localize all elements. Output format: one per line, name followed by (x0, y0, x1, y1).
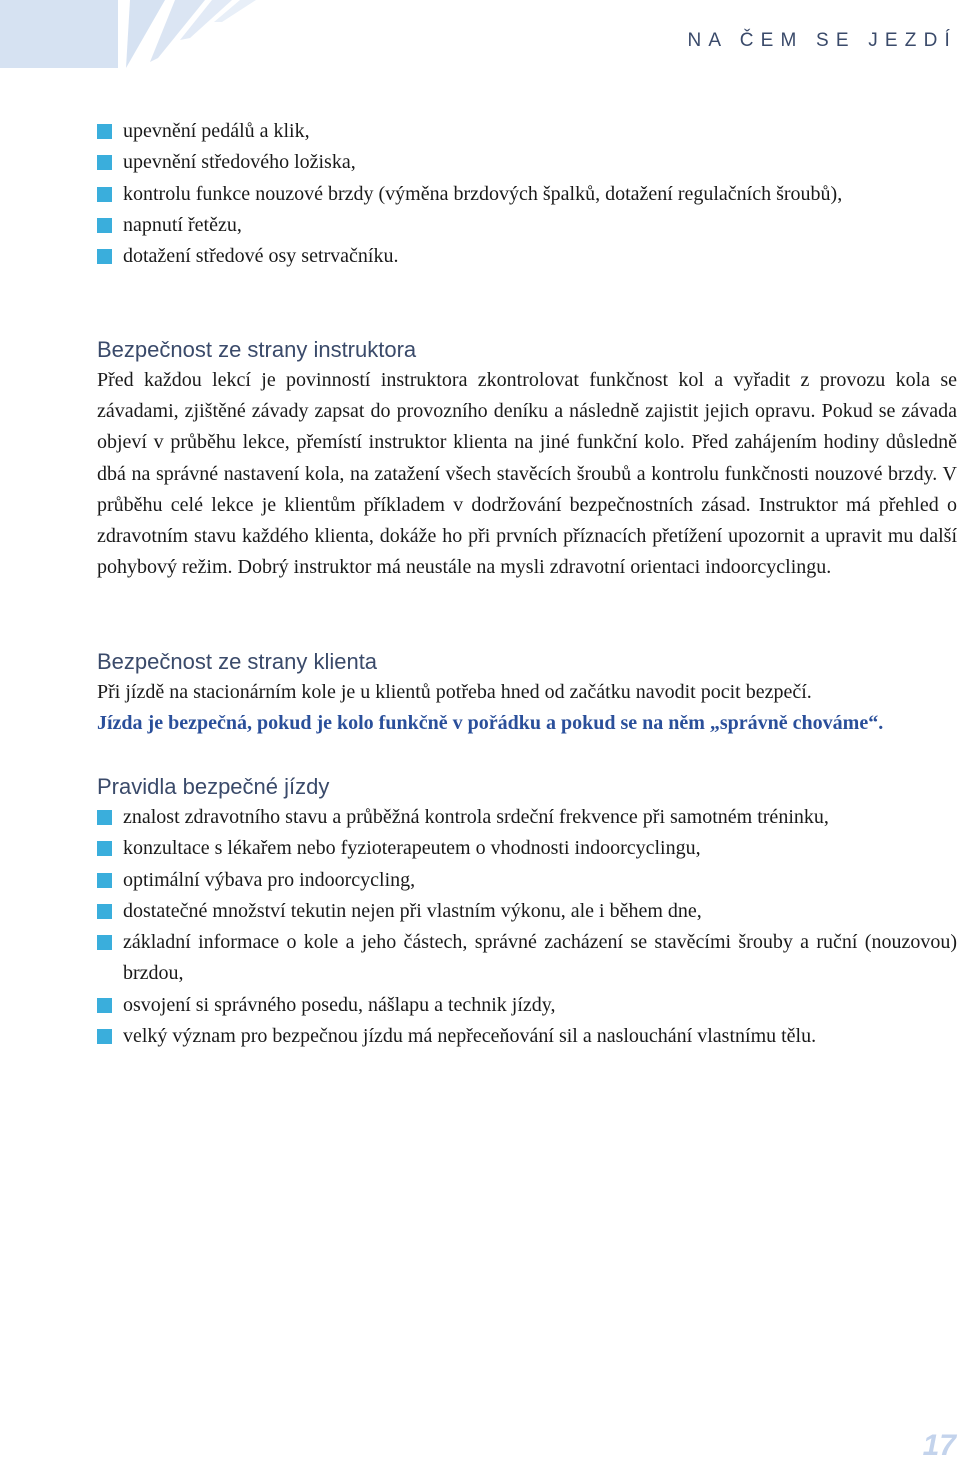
square-bullet-icon (97, 904, 112, 919)
list-item: dotažení středové osy setrvačníku. (97, 241, 957, 272)
section-heading: Bezpečnost ze strany klienta (97, 649, 378, 674)
emphasis-statement: Jízda je bezpečná, pokud je kolo funkčně v pořádku a pokud se na něm „správně chováme“. (97, 712, 884, 735)
list-item: upevnění pedálů a klik, (97, 116, 957, 147)
list-item: napnutí řetězu, (97, 210, 957, 241)
section-rules (97, 772, 957, 1052)
list-item: základní informace o kole a jeho částech, správné zacházení se stavěcími šrouby a ruční (nouzovou) brzdou, (97, 927, 957, 990)
rules-list (97, 802, 957, 1052)
list-item: kontrolu funkce nouzové brzdy (výměna brzdových špalků, dotažení regulačních šroubů), (97, 179, 957, 210)
corner-stripes-decoration (0, 0, 260, 70)
list-item: osvojení si správného posedu, nášlapu a technik jízdy, (97, 990, 957, 1021)
square-bullet-icon (97, 998, 112, 1013)
section-paragraph: Před každou lekcí je povinností instruktora zkontrolovat funkčnost kol a vyřadit z provozu kola se závadami, zjištěné závady zapsat do provozního deníku a následně zajistit jejich opravu. Pokud se závada objeví v průběhu lekce, přemístí instruktor klienta na jiné funkční kolo. Před zahájením hodiny důsledně dbá na správné nastavení kola, na zatažení všech stavěcích šroubů a kontrolu funkčnosti nouzové brzdy. V průběhu celé lekce je klientům příkladem v dodržování bezpečnostních zásad. Instruktor má přehled o zdravotním stavu každého klienta, dokáže ho při prvních příznacích přetížení upozornit a upravit mu další pohybový režim. Dobrý instruktor má neustále na mysli zdravotní orientaci indoorcyclingu. (97, 369, 957, 579)
square-bullet-icon (97, 873, 112, 888)
square-bullet-icon (97, 935, 112, 950)
square-bullet-icon (97, 155, 112, 170)
list-item: upevnění středového ložiska, (97, 147, 957, 178)
list-item: znalost zdravotního stavu a průběžná kontrola srdeční frekvence při samotném tréninku, (97, 802, 957, 833)
intro-list (97, 116, 957, 272)
list-item: konzultace s lékařem nebo fyzioterapeutem o vhodnosti indoorcyclingu, (97, 833, 957, 864)
list-item: optimální výbava pro indoorcycling, (97, 865, 957, 896)
page-number: 17 (922, 1429, 956, 1462)
square-bullet-icon (97, 218, 112, 233)
square-bullet-icon (97, 1029, 112, 1044)
running-header: NA ČEM SE JEZDÍ (687, 30, 957, 51)
intro-list-block (97, 116, 957, 272)
square-bullet-icon (97, 249, 112, 264)
list-item: dostatečné množství tekutin nejen při vlastním výkonu, ale i během dne, (97, 896, 957, 927)
section-client (97, 647, 957, 739)
square-bullet-icon (97, 187, 112, 202)
square-bullet-icon (97, 124, 112, 139)
square-bullet-icon (97, 841, 112, 856)
list-item: velký význam pro bezpečnou jízdu má nepřeceňování sil a naslouchání vlastnímu tělu. (97, 1021, 957, 1052)
section-heading: Pravidla bezpečné jízdy (97, 774, 330, 799)
section-paragraph: Při jízdě na stacionárním kole je u klientů potřeba hned od začátku navodit pocit bezpečí. (97, 681, 812, 703)
section-heading: Bezpečnost ze strany instruktora (97, 337, 417, 362)
section-instructor (97, 335, 957, 583)
square-bullet-icon (97, 810, 112, 825)
